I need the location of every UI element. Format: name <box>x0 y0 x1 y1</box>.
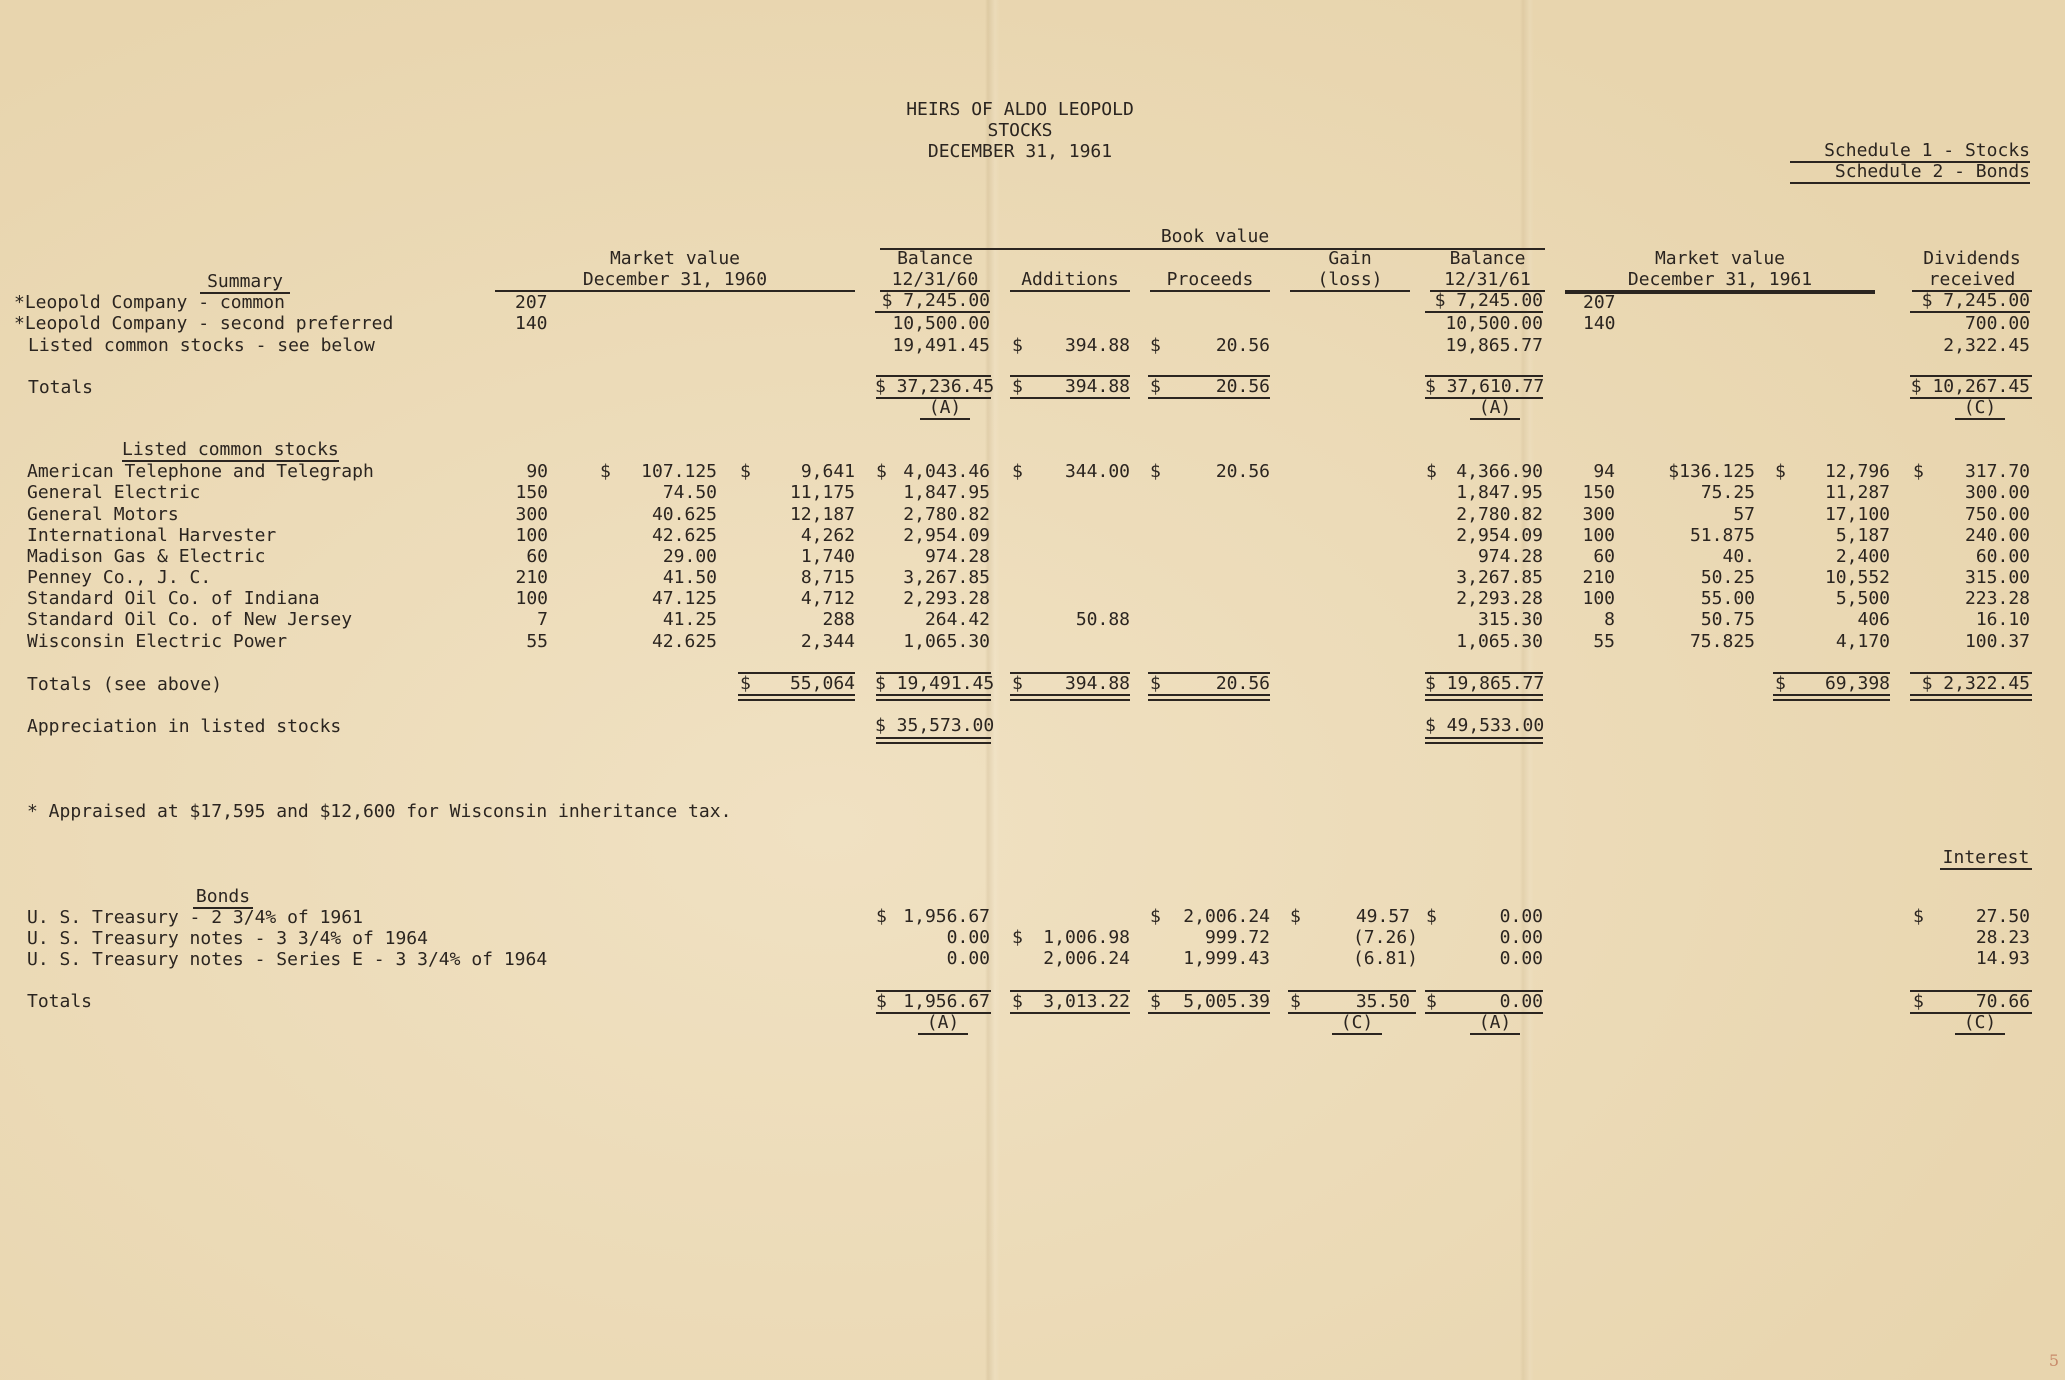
value-1960: 4,262 <box>800 525 855 546</box>
additions: 2,006.24 <box>1043 948 1130 969</box>
balance-61: 0.00 <box>1499 927 1543 948</box>
dividends: 315.00 <box>1964 567 2030 588</box>
balance-61-dollar: $ <box>1426 906 1437 927</box>
title-line-2: STOCKS <box>987 120 1053 141</box>
balance-60: 2,293.28 <box>903 588 990 609</box>
gain-dollar: $ <box>1290 906 1301 927</box>
row-label: Listed common stocks - see below <box>28 335 375 356</box>
totals-double-underline <box>1910 694 2032 701</box>
balance-61: 315.30 <box>1477 609 1543 630</box>
appreciation-label: Appreciation in listed stocks <box>27 716 342 737</box>
proceeds: 1,999.43 <box>1183 948 1270 969</box>
gain: 49.57 <box>1355 906 1410 927</box>
interest-dollar: $ <box>1913 991 1924 1012</box>
balance-61-total: $ 37,610.77 <box>1425 376 1545 397</box>
value-1961-total: 69,398 <box>1824 673 1890 694</box>
additions-dollar: $ <box>1012 991 1023 1012</box>
shares-1961: 100 <box>1582 525 1615 546</box>
balance-60: 974.28 <box>924 546 990 567</box>
balance-60-header-a: Balance <box>897 248 973 269</box>
shares-1960: 90 <box>526 461 548 482</box>
proceeds-dollar: $ <box>1150 906 1161 927</box>
bonds-heading: Bonds <box>193 887 253 909</box>
price-1961: 50.75 <box>1700 609 1755 630</box>
dividends-header-a: Dividends <box>1923 248 2021 269</box>
market-1961-header-b: December 31, 1961 <box>1565 270 1875 292</box>
reference-mark: (A) <box>918 1013 968 1035</box>
shares-1961: 60 <box>1593 546 1615 567</box>
shares-1961: 94 <box>1593 461 1615 482</box>
balance-60: $ 7,245.00 <box>875 291 990 313</box>
proceeds-total: 20.56 <box>1215 376 1270 397</box>
shares-1961: 140 <box>1583 313 1616 334</box>
value-1960: 1,740 <box>800 546 855 567</box>
gain: (7.26) <box>1352 927 1418 948</box>
row-label: *Leopold Company - common <box>14 292 285 313</box>
dividends: 60.00 <box>1975 546 2030 567</box>
additions: 394.88 <box>1064 335 1130 356</box>
shares-1960: 7 <box>537 609 548 630</box>
balance-61: 4,366.90 <box>1456 461 1543 482</box>
balance-60-total: $ 19,491.45 <box>875 673 995 694</box>
value-1961: 4,170 <box>1835 631 1890 652</box>
schedule-1-label: Schedule 1 - Stocks <box>1790 141 2030 163</box>
totals-label: Totals (see above) <box>27 674 223 695</box>
additions-total: 394.88 <box>1064 673 1130 694</box>
balance-60: 0.00 <box>946 948 990 969</box>
balance-60: 1,956.67 <box>903 906 990 927</box>
interest-dollar: $ <box>1913 906 1924 927</box>
dividends-dollar: $ <box>1913 461 1924 482</box>
value-1960-dollar: $ <box>740 673 751 694</box>
appreciation-1961: $ 49,533.00 <box>1425 715 1545 736</box>
shares-1960: 100 <box>515 588 548 609</box>
row-label: General Electric <box>27 482 201 503</box>
reference-mark: (A) <box>1470 398 1520 420</box>
row-label: Penney Co., J. C. <box>27 567 212 588</box>
shares-1961: 300 <box>1582 504 1615 525</box>
interest-heading: Interest <box>1940 848 2032 870</box>
value-1961: 406 <box>1857 609 1890 630</box>
balance-60: 4,043.46 <box>903 461 990 482</box>
balance-61: 2,780.82 <box>1456 504 1543 525</box>
shares-1961: 55 <box>1593 631 1615 652</box>
dividends-header-b: received <box>1912 270 2032 292</box>
balance-61: 2,954.09 <box>1456 525 1543 546</box>
interest: 28.23 <box>1975 927 2030 948</box>
shares-1960: 207 <box>515 292 548 313</box>
balance-60-header-b: 12/31/60 <box>880 270 990 292</box>
shares-1960: 100 <box>515 525 548 546</box>
market-1961-rule <box>1565 292 1875 294</box>
value-1961-dollar: $ <box>1775 673 1786 694</box>
balance-61-total: 0.00 <box>1499 991 1543 1012</box>
value-1960: 9,641 <box>800 461 855 482</box>
value-1960: 12,187 <box>789 504 855 525</box>
row-label: U. S. Treasury notes - Series E - 3 3/4% of 1964 <box>27 949 548 970</box>
balance-60-total: $ 37,236.45 <box>875 376 995 397</box>
shares-1961: 207 <box>1583 292 1616 313</box>
additions: 344.00 <box>1064 461 1130 482</box>
row-label: U. S. Treasury notes - 3 3/4% of 1964 <box>27 928 428 949</box>
price-1960-dollar: $ <box>600 461 611 482</box>
gain-header-a: Gain <box>1328 248 1372 269</box>
totals-double-underline <box>1773 694 1890 701</box>
balance-61: 0.00 <box>1499 948 1543 969</box>
balance-61-dollar: $ <box>1426 991 1437 1012</box>
balance-60: 2,954.09 <box>903 525 990 546</box>
balance-61: 974.28 <box>1477 546 1543 567</box>
proceeds-total: 20.56 <box>1215 673 1270 694</box>
price-1961: 50.25 <box>1700 567 1755 588</box>
value-1960: 288 <box>822 609 855 630</box>
shares-1961: 100 <box>1582 588 1615 609</box>
proceeds-total: 5,005.39 <box>1183 991 1270 1012</box>
appreciation-double-underline <box>1425 737 1543 744</box>
row-label: American Telephone and Telegraph <box>27 461 374 482</box>
balance-60: 264.42 <box>924 609 990 630</box>
proceeds-dollar: $ <box>1150 673 1161 694</box>
dividends: 700.00 <box>1964 313 2030 334</box>
value-1960-dollar: $ <box>740 461 751 482</box>
proceeds: 20.56 <box>1215 335 1270 356</box>
appreciation-1960: $ 35,573.00 <box>875 715 995 736</box>
dividends: 300.00 <box>1964 482 2030 503</box>
value-1961: 2,400 <box>1835 546 1890 567</box>
additions-dollar: $ <box>1012 927 1023 948</box>
balance-60: 0.00 <box>946 927 990 948</box>
balance-61: 3,267.85 <box>1456 567 1543 588</box>
dividends: 317.70 <box>1964 461 2030 482</box>
balance-60: 3,267.85 <box>903 567 990 588</box>
price-1961: 51.875 <box>1689 525 1755 546</box>
additions-header: Additions <box>1010 270 1130 292</box>
footnote: * Appraised at $17,595 and $12,600 for Wisconsin inheritance tax. <box>27 801 732 822</box>
balance-60: 1,065.30 <box>903 631 990 652</box>
balance-61-header-a: Balance <box>1449 248 1526 269</box>
proceeds: 20.56 <box>1215 461 1270 482</box>
balance-61-header-b: 12/31/61 <box>1430 270 1545 292</box>
additions-dollar: $ <box>1012 335 1023 356</box>
price-1960: 74.50 <box>662 482 717 503</box>
shares-1960: 210 <box>515 567 548 588</box>
balance-60: 2,780.82 <box>903 504 990 525</box>
value-1960: 8,715 <box>800 567 855 588</box>
totals-underline <box>1010 397 1130 399</box>
schedule-2-label: Schedule 2 - Bonds <box>1790 162 2030 184</box>
balance-61: 1,847.95 <box>1456 482 1543 503</box>
balance-60-dollar: $ <box>876 461 887 482</box>
additions-total: 3,013.22 <box>1043 991 1130 1012</box>
row-label: International Harvester <box>27 525 277 546</box>
shares-1961: 150 <box>1582 482 1615 503</box>
price-1960: 41.25 <box>662 609 717 630</box>
reference-mark: (C) <box>1955 1013 2005 1035</box>
proceeds-header: Proceeds <box>1150 270 1270 292</box>
page-number: 5 <box>2048 1351 2059 1370</box>
listed-stocks-heading: Listed common stocks <box>122 439 339 460</box>
totals-double-underline <box>1148 694 1270 701</box>
book-value-header: Book value <box>1160 226 1270 247</box>
balance-60: 10,500.00 <box>892 313 990 334</box>
dividends: 100.37 <box>1964 631 2030 652</box>
reference-mark: (C) <box>1955 398 2005 420</box>
shares-1960: 60 <box>526 546 548 567</box>
value-1961: 5,187 <box>1835 525 1890 546</box>
shares-1961: 210 <box>1582 567 1615 588</box>
totals-double-underline <box>876 694 991 701</box>
proceeds: 999.72 <box>1204 927 1270 948</box>
totals-double-underline <box>1425 694 1543 701</box>
value-1961: 11,287 <box>1824 482 1890 503</box>
gain: (6.81) <box>1352 948 1418 969</box>
value-1961: 17,100 <box>1824 504 1890 525</box>
shares-1960: 140 <box>515 313 548 334</box>
totals-double-underline <box>738 694 855 701</box>
value-1960-total: 55,064 <box>789 673 855 694</box>
additions-dollar: $ <box>1012 461 1023 482</box>
row-label: Standard Oil Co. of New Jersey <box>27 609 353 630</box>
interest-total: 70.66 <box>1975 991 2030 1012</box>
gain-total: 35.50 <box>1355 991 1410 1012</box>
market-1960-header-b: December 31, 1960 <box>495 270 855 292</box>
value-1961-dollar: $ <box>1775 461 1786 482</box>
dividends: 16.10 <box>1975 609 2030 630</box>
proceeds-dollar: $ <box>1150 335 1161 356</box>
balance-60: 19,491.45 <box>892 335 990 356</box>
totals-underline <box>1148 1012 1270 1014</box>
balance-61: 0.00 <box>1499 906 1543 927</box>
value-1961: 5,500 <box>1835 588 1890 609</box>
balance-61: 2,293.28 <box>1456 588 1543 609</box>
balance-60: 1,847.95 <box>903 482 990 503</box>
row-label: Madison Gas & Electric <box>27 546 266 567</box>
totals-double-underline <box>1010 694 1130 701</box>
shares-1960: 300 <box>515 504 548 525</box>
additions-dollar: $ <box>1012 673 1023 694</box>
appreciation-double-underline <box>876 737 991 744</box>
dividends: 240.00 <box>1964 525 2030 546</box>
balance-61-total: $ 19,865.77 <box>1425 673 1545 694</box>
price-1961: 75.825 <box>1689 631 1755 652</box>
reference-mark: (A) <box>1470 1013 1520 1035</box>
shares-1961: 8 <box>1604 609 1615 630</box>
balance-60-dollar: $ <box>876 991 887 1012</box>
dividends: 223.28 <box>1964 588 2030 609</box>
interest: 27.50 <box>1975 906 2030 927</box>
value-1960: 11,175 <box>789 482 855 503</box>
market-1960-header-a: Market value <box>609 248 741 269</box>
proceeds-dollar: $ <box>1150 991 1161 1012</box>
shares-1960: 55 <box>526 631 548 652</box>
market-1961-header-a: Market value <box>1654 248 1786 269</box>
proceeds-dollar: $ <box>1150 376 1161 397</box>
row-label: Wisconsin Electric Power <box>27 631 288 652</box>
balance-61-dollar: $ <box>1426 461 1437 482</box>
gain-dollar: $ <box>1290 991 1301 1012</box>
price-1960: 42.625 <box>651 525 717 546</box>
proceeds-dollar: $ <box>1150 461 1161 482</box>
price-1960: 40.625 <box>651 504 717 525</box>
price-1960: 41.50 <box>662 567 717 588</box>
shares-1960: 150 <box>515 482 548 503</box>
additions: 1,006.98 <box>1043 927 1130 948</box>
row-label: General Motors <box>27 504 179 525</box>
totals-label: Totals <box>27 991 93 1012</box>
value-1960: 2,344 <box>800 631 855 652</box>
gain-header-b: (loss) <box>1290 270 1410 292</box>
price-1961: 57 <box>1733 504 1755 525</box>
row-label: *Leopold Company - second preferred <box>14 313 394 334</box>
dividends: 750.00 <box>1964 504 2030 525</box>
summary-heading: Summary <box>200 272 290 294</box>
additions-dollar: $ <box>1012 376 1023 397</box>
additions: 50.88 <box>1075 609 1130 630</box>
interest: 14.93 <box>1975 948 2030 969</box>
title-line-1: HEIRS OF ALDO LEOPOLD <box>906 99 1134 120</box>
value-1961: 10,552 <box>1824 567 1890 588</box>
totals-label: Totals <box>28 377 94 398</box>
dividends-total: $ 10,267.45 <box>1910 376 2030 397</box>
reference-mark: (A) <box>920 398 970 420</box>
price-1960: 42.625 <box>651 631 717 652</box>
value-1960: 4,712 <box>800 588 855 609</box>
price-1961: 40. <box>1722 546 1755 567</box>
reference-mark: (C) <box>1332 1013 1382 1035</box>
dividends: $ 7,245.00 <box>1910 291 2030 313</box>
dividends-total: $ 2,322.45 <box>1921 673 2030 694</box>
balance-60-dollar: $ <box>876 906 887 927</box>
title-line-3: DECEMBER 31, 1961 <box>927 141 1113 162</box>
price-1960: 29.00 <box>662 546 717 567</box>
price-1961: 55.00 <box>1700 588 1755 609</box>
value-1961: 12,796 <box>1824 461 1890 482</box>
totals-underline <box>1148 397 1270 399</box>
price-1960: 107.125 <box>641 461 717 482</box>
row-label: Standard Oil Co. of Indiana <box>27 588 320 609</box>
proceeds: 2,006.24 <box>1183 906 1270 927</box>
dividends: 2,322.45 <box>1943 335 2030 356</box>
price-1961: 75.25 <box>1700 482 1755 503</box>
price-1960: 47.125 <box>651 588 717 609</box>
balance-61: 1,065.30 <box>1456 631 1543 652</box>
balance-61: 19,865.77 <box>1445 335 1543 356</box>
balance-60-total: 1,956.67 <box>903 991 990 1012</box>
price-1961: $136.125 <box>1668 461 1755 482</box>
additions-total: 394.88 <box>1064 376 1130 397</box>
totals-underline <box>1010 1012 1130 1014</box>
balance-61: $ 7,245.00 <box>1425 291 1543 313</box>
balance-61: 10,500.00 <box>1445 313 1543 334</box>
row-label: U. S. Treasury - 2 3/4% of 1961 <box>27 907 363 928</box>
